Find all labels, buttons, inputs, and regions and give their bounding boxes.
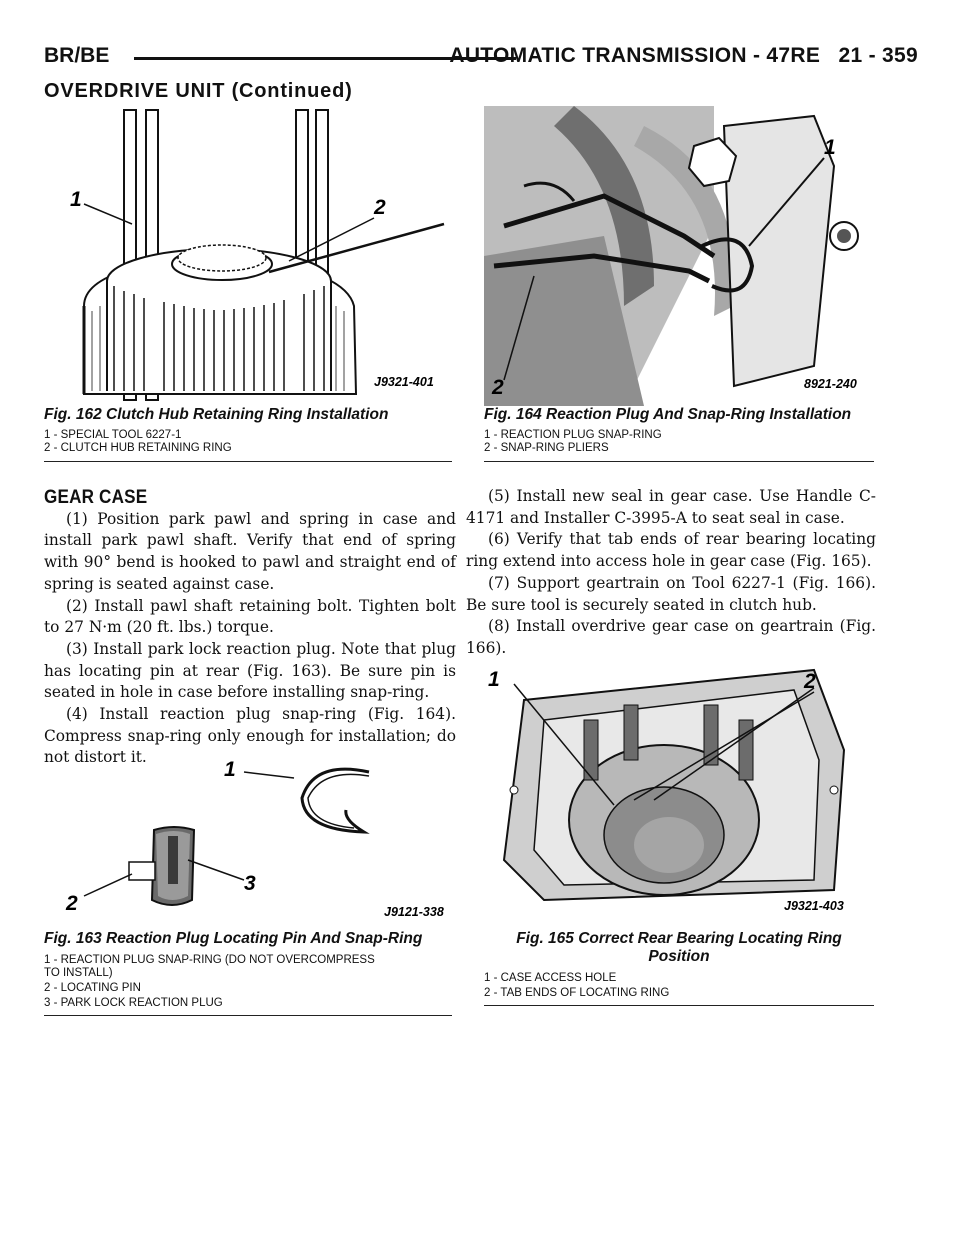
fig162-caption-title: Fig. 162 Clutch Hub Retaining Ring Installation [44, 406, 389, 423]
fig163-caption-title: Fig. 163 Reaction Plug Locating Pin And Snap-Ring [44, 930, 423, 947]
gear-case-right-column [466, 486, 876, 660]
fig163-legend-1a: 1 - REACTION PLUG SNAP-RING (DO NOT OVERCOMPRESS [44, 954, 375, 966]
gear-case-step-4: (4) Install reaction plug snap-ring (Fig. 164). Compress snap-ring only enough for installation; do not distort it. [44, 705, 456, 767]
fig165-illustration [484, 660, 874, 920]
gear-case-left-column [44, 487, 456, 769]
figure-165 [484, 660, 874, 1006]
fig162-legend-2: 2 - CLUTCH HUB RETAINING RING [44, 442, 232, 454]
page-header [44, 44, 918, 74]
gear-case-step-8: (8) Install overdrive gear case on geartrain (Fig. 166). [466, 617, 876, 657]
fig162-illustration [44, 106, 452, 406]
fig162-legend-1: 1 - SPECIAL TOOL 6227-1 [44, 429, 182, 441]
fig164-illustration [484, 106, 874, 406]
section-title: OVERDRIVE UNIT (Continued) [44, 80, 353, 102]
fig164-callout-2: 2 [492, 376, 504, 399]
fig165-image-id: J9321-403 [784, 899, 844, 913]
gear-case-step-6: (6) Verify that tab ends of rear bearing locating ring extend into access hole in gear case (Fig. 165). [466, 530, 876, 571]
fig165-caption-title-2: Position [648, 948, 710, 965]
fig163-legend-1b: TO INSTALL) [44, 967, 113, 979]
fig165-rule [484, 1005, 874, 1006]
fig164-rule [484, 461, 874, 462]
header-chapter-page: AUTOMATIC TRANSMISSION - 47RE 21 - 359 [449, 44, 918, 67]
fig164-legend-2: 2 - SNAP-RING PLIERS [484, 442, 609, 454]
gear-case-step-5: (5) Install new seal in gear case. Use Handle C-4171 and Installer C-3995-A to seat seal in case. [466, 487, 876, 527]
fig163-legend-3: 3 - PARK LOCK REACTION PLUG [44, 997, 223, 1009]
fig164-legend-1: 1 - REACTION PLUG SNAP-RING [484, 429, 662, 441]
gear-case-heading: GEAR CASE [44, 487, 148, 508]
fig163-callout-2: 2 [66, 892, 78, 915]
fig163-rule [44, 1015, 452, 1016]
fig163-callout-3: 3 [244, 872, 256, 895]
fig163-illustration [44, 750, 452, 930]
figure-164 [484, 106, 874, 462]
header-manual-code: BR/BE [44, 44, 110, 67]
gear-case-step-1: (1) Position park pawl and spring in case and install park pawl shaft. Verify that end of spring with 90° bend is hooked to pawl and straight end of spring is seated against case. [44, 509, 456, 593]
fig163-image-id: J9121-338 [384, 905, 444, 919]
fig162-rule [44, 461, 452, 462]
gear-case-step-7: (7) Support geartrain on Tool 6227-1 (Fig. 166). Be sure tool is securely seated in clutch hub. [466, 573, 876, 614]
fig165-caption-title-1: Fig. 165 Correct Rear Bearing Locating Ring [516, 930, 842, 947]
fig162-image-id: J9321-401 [374, 375, 434, 389]
gear-case-step-3: (3) Install park lock reaction plug. Note that plug has locating pin at rear (Fig. 163). Be sure pin is seated in hole in case before installing snap-ring. [44, 639, 456, 702]
gear-case-step-2: (2) Install pawl shaft retaining bolt. Tighten bolt to 27 N·m (20 ft. lbs.) torque. [44, 596, 456, 637]
fig165-callout-2: 2 [804, 670, 816, 693]
figure-162 [44, 106, 452, 462]
fig162-callout-2: 2 [374, 196, 386, 219]
fig165-legend-2: 2 - TAB ENDS OF LOCATING RING [484, 987, 670, 999]
fig164-callout-1: 1 [824, 136, 836, 159]
figure-163 [44, 750, 452, 1016]
fig164-image-id: 8921-240 [804, 377, 857, 391]
fig165-legend-1: 1 - CASE ACCESS HOLE [484, 972, 617, 984]
fig163-legend-2: 2 - LOCATING PIN [44, 982, 141, 994]
fig162-callout-1: 1 [70, 188, 82, 211]
fig164-caption-title: Fig. 164 Reaction Plug And Snap-Ring Installation [484, 406, 852, 423]
fig163-callout-1: 1 [224, 758, 236, 781]
fig165-callout-1: 1 [488, 668, 500, 691]
